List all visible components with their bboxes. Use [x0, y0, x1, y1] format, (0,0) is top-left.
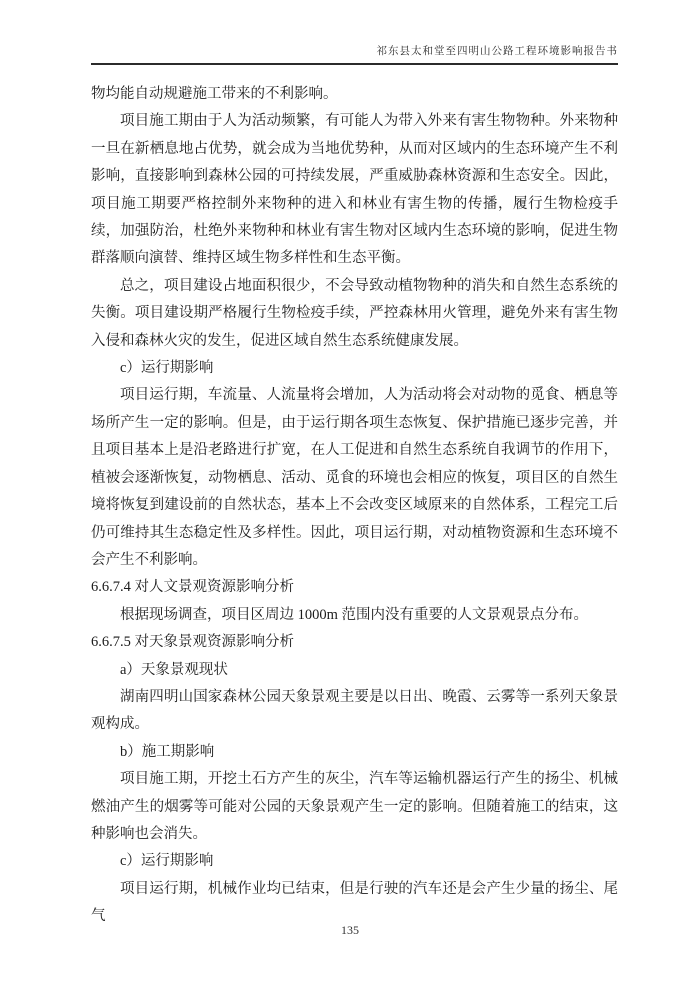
- paragraph: 根据现场调查，项目区周边 1000m 范围内没有重要的人文景观景点分布。: [120, 606, 589, 623]
- running-header: 祁东县太和堂至四明山公路工程环境影响报告书: [91, 45, 618, 65]
- sub-heading-operation-period: c）运行期影响: [120, 853, 214, 870]
- sub-heading-construction-period: b）施工期影响: [120, 743, 215, 760]
- paragraph: 项目运行期，车流量、人流量将会增加，人为活动将会对动物的觅食、栖息等场所产生一定的影响。但是，由于运行期各项生态恢复、保护措施已逐步完善，并且项目基本上是沿老路进行扩宽，在人工促进和自然生态系统自我调节的作用下，植被会逐渐恢复，动物栖息、活动、觅食的环境也会相应的恢复，项目区的自然生境将恢复到建设前的自然状态，基本上不会改变区域原来的自然体系，工程完工后仍可维持其生态稳定性及多样性。因此，项目运行期，对动植物资源和生态环境不会产生不利影响。: [91, 387, 618, 568]
- page-number: 135: [341, 923, 359, 937]
- paragraph: 项目施工期，开挖土石方产生的灰尘，汽车等运输机器运行产生的扬尘、机械燃油产生的烟雾等可能对公园的天象景观产生一定的影响。但随着施工的结束，这种影响也会消失。: [91, 771, 618, 842]
- paragraph: 项目施工期由于人为活动频繁，有可能人为带入外来有害生物物种。外来物种一旦在新栖息地占优势，就会成为当地优势种，从而对区域内的生态环境产生不利影响，直接影响到森林公园的可持续发展，严重威胁森林资源和生态安全。因此，项目施工期要严格控制外来物种的进入和林业有害生物的传播，履行生物检疫手续，加强防治，杜绝外来物种和林业有害生物对区域内生态环境的影响，促进生物群落顺向演替、维持区域生物多样性和生态平衡。: [91, 113, 618, 267]
- section-heading-6675: 6.6.7.5 对天象景观资源影响分析: [91, 634, 294, 651]
- section-heading-6674: 6.6.7.4 对人文景观资源影响分析: [91, 579, 294, 596]
- sub-heading-sky-status: a）天象景观现状: [120, 661, 228, 678]
- sub-heading-operation-period: c）运行期影响: [120, 360, 214, 377]
- paragraph: 项目运行期，机械作业均已结束，但是行驶的汽车还是会产生少量的扬尘、尾气: [91, 880, 618, 925]
- paragraph-continuation: 物均能自动规避施工带来的不利影响。: [91, 86, 338, 102]
- page-body: [91, 81, 618, 931]
- paragraph: 总之，项目建设占地面积很少，不会导致动植物物种的消失和自然生态系统的失衡。项目建设期严格履行生物检疫手续，严控森林用火管理，避免外来有害生物入侵和森林火灾的发生，促进区域自然生态系统健康发展。: [91, 277, 618, 349]
- paragraph: 湖南四明山国家森林公园天象景观主要是以日出、晚霞、云雾等一系列天象景观构成。: [91, 688, 618, 733]
